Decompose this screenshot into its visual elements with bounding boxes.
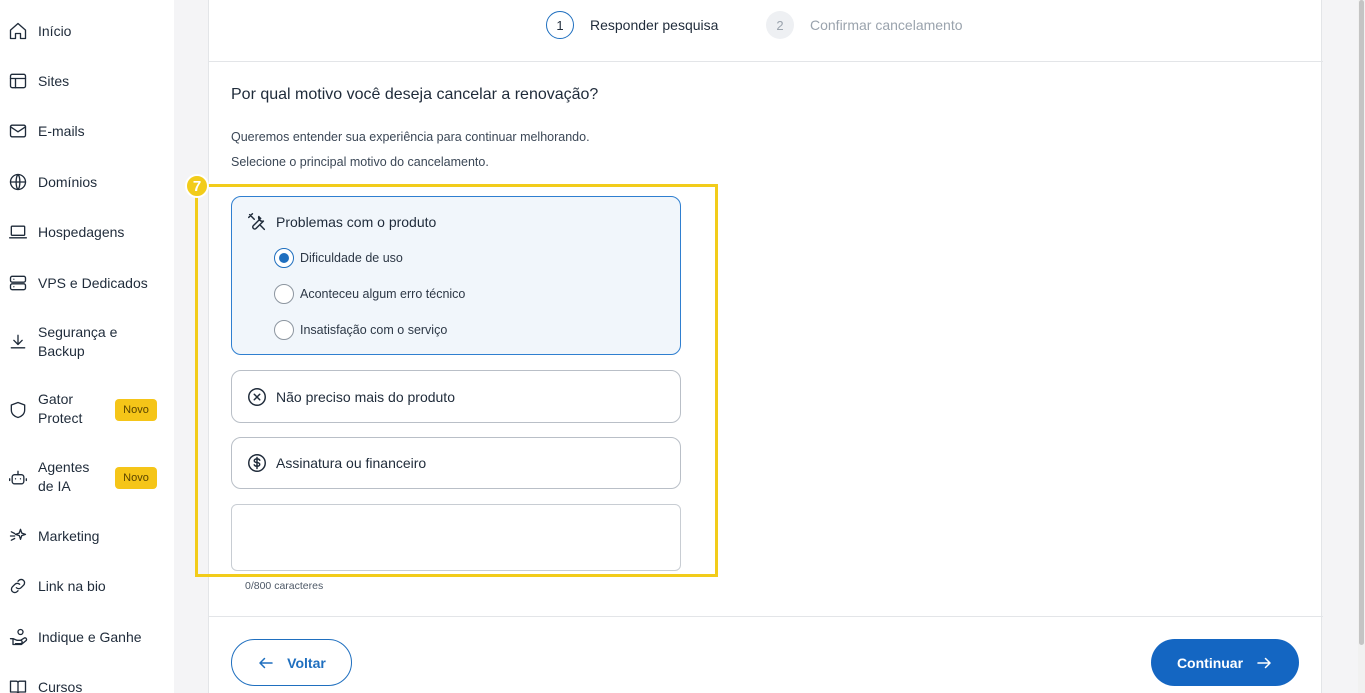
robot-icon [7, 467, 29, 489]
sidebar-item-agentes-ia[interactable] [0, 458, 174, 498]
question-title: Por qual motivo você deseja cancelar a renovação? [231, 86, 599, 103]
continue-button[interactable] [1151, 639, 1299, 686]
option-label: Problemas com o produto [276, 214, 437, 230]
radio-dissatisfaction[interactable] [274, 319, 447, 341]
sidebar-item-label: Domínios [38, 174, 98, 190]
sidebar-item-label: E-mails [38, 123, 85, 139]
mail-icon [7, 120, 29, 142]
footer-actions [209, 616, 1323, 693]
sidebar-item-link-bio[interactable] [0, 575, 174, 597]
radio-button[interactable] [274, 248, 294, 268]
sidebar-item-label: Agentes de IA [38, 459, 90, 494]
radio-label: Insatisfação com o serviço [300, 323, 448, 337]
sidebar-item-hospedagens[interactable] [0, 221, 174, 243]
sidebar-item-marketing[interactable] [0, 525, 174, 547]
download-icon [7, 331, 29, 353]
radio-label: Dificuldade de uso [300, 251, 403, 265]
arrow-left-icon [257, 654, 275, 672]
new-badge: Novo [115, 399, 157, 421]
character-counter: 0/800 caracteres [245, 580, 324, 592]
step-label: Responder pesquisa [590, 17, 719, 33]
sidebar-item-label: VPS e Dedicados [38, 275, 148, 291]
sidebar-item-vps[interactable] [0, 272, 174, 294]
radio-button[interactable] [274, 320, 294, 340]
option-header [246, 210, 436, 234]
option-header [246, 451, 426, 475]
option-label: Assinatura ou financeiro [276, 455, 427, 471]
sidebar-item-label: Sites [38, 73, 70, 89]
close-circle-icon [246, 386, 268, 408]
back-button-label: Voltar [287, 654, 326, 671]
continue-button-label: Continuar [1176, 654, 1244, 671]
step-number: 1 [546, 11, 574, 39]
arrow-right-icon [1255, 654, 1273, 672]
option-card-billing[interactable] [231, 437, 681, 489]
option-header [246, 385, 455, 409]
home-icon [7, 20, 29, 42]
radio-technical-error[interactable] [274, 283, 465, 305]
globe-icon [7, 171, 29, 193]
dollar-circle-icon [246, 452, 268, 474]
sidebar-item-dominios[interactable] [0, 171, 174, 193]
book-icon [7, 676, 29, 693]
hand-coin-icon [7, 626, 29, 648]
radio-difficulty[interactable] [274, 247, 403, 269]
radio-label: Aconteceu algum erro técnico [300, 287, 466, 301]
step-label: Confirmar cancelamento [810, 17, 963, 33]
back-button[interactable] [231, 639, 352, 686]
stepper [209, 0, 1323, 62]
link-icon [7, 575, 29, 597]
new-badge: Novo [115, 467, 157, 489]
option-label: Não preciso mais do produto [276, 389, 455, 405]
sidebar-item-label: Segurança e Backup [38, 324, 118, 359]
laptop-icon [7, 221, 29, 243]
scrollbar-thumb[interactable] [1359, 0, 1364, 645]
sidebar-item-seguranca[interactable] [0, 322, 174, 362]
server-icon [7, 272, 29, 294]
cancellation-panel [192, 0, 1322, 693]
step-number: 2 [766, 11, 794, 39]
sidebar [0, 0, 174, 693]
sidebar-item-cursos[interactable] [0, 676, 174, 693]
comment-textarea[interactable] [231, 504, 681, 571]
sidebar-item-label: Gator Protect [38, 391, 83, 426]
sidebar-item-sites[interactable] [0, 70, 174, 92]
sidebar-item-inicio[interactable] [0, 20, 174, 42]
sidebar-item-emails[interactable] [0, 120, 174, 142]
step-marker: 7 [185, 174, 209, 198]
sidebar-item-indique[interactable] [0, 626, 174, 648]
sparkle-icon [7, 525, 29, 547]
option-card-product-problems[interactable] [231, 196, 681, 355]
question-instruction: Selecione o principal motivo do cancelamento. [231, 155, 489, 169]
option-card-no-longer-needed[interactable] [231, 370, 681, 423]
question-subtitle: Queremos entender sua experiência para continuar melhorando. [231, 130, 590, 144]
sidebar-item-label: Link na bio [38, 578, 106, 594]
radio-button[interactable] [274, 284, 294, 304]
tools-icon [246, 211, 268, 233]
sidebar-item-label: Indique e Ganhe [38, 629, 142, 645]
sidebar-item-label: Marketing [38, 528, 100, 544]
sidebar-item-label: Início [38, 23, 72, 39]
sidebar-item-gator-protect[interactable] [0, 390, 174, 430]
sites-icon [7, 70, 29, 92]
sidebar-item-label: Hospedagens [38, 224, 125, 240]
shield-icon [7, 399, 29, 421]
sidebar-item-label: Cursos [38, 679, 83, 693]
